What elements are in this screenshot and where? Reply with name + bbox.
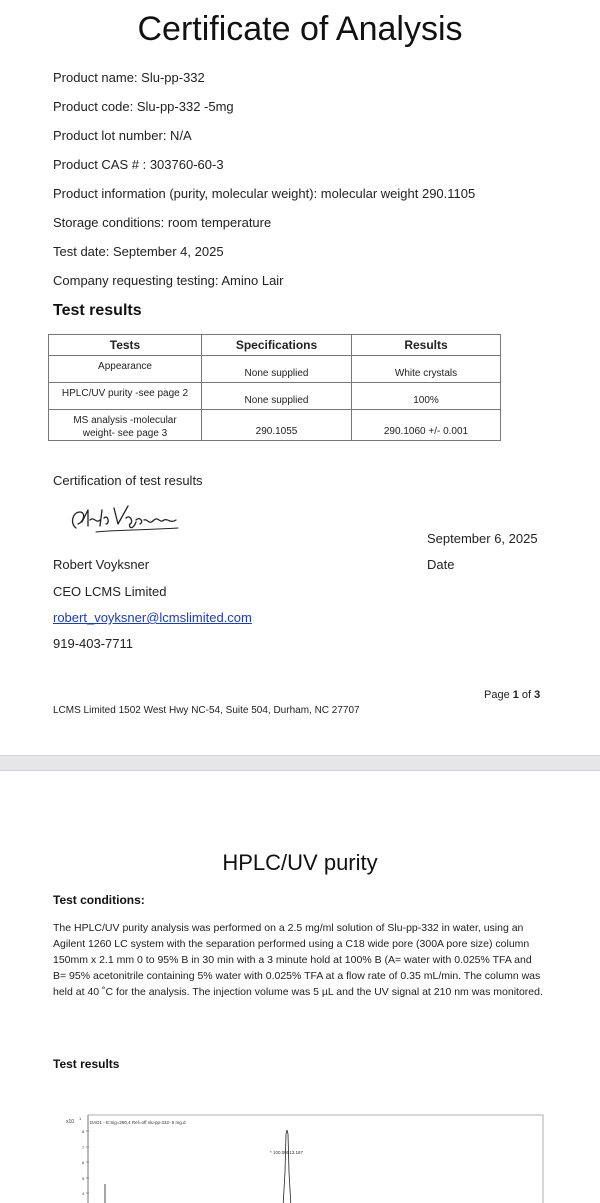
y-exponent: 1 [79,1116,82,1121]
y-tick-label: 7 [82,1145,85,1150]
test-conditions-heading: Test conditions: [53,893,145,907]
col-header-tests: Tests [49,335,202,356]
test-results-heading: Test results [53,302,142,319]
product-cas: Product CAS # : 303760-60-3 [53,157,224,172]
email-link[interactable]: robert_voyksner@lcmslimited.com [53,610,252,625]
results-table [48,334,501,441]
hplc-test-results-heading: Test results [53,1057,120,1071]
product-code: Product code: Slu-pp-332 -5mg [53,99,234,114]
sign-date: September 6, 2025 [427,531,538,546]
table-row [49,410,501,441]
col-header-results: Results [352,335,501,356]
table-header-row [49,335,501,356]
phone-number: 919-403-7711 [53,636,133,651]
requesting-company: Company requesting testing: Amino Lair [53,273,284,288]
y-tick-label: 6 [82,1160,85,1165]
hplc-title: HPLC/UV purity [222,850,378,875]
cell-test: Appearance [49,356,202,383]
page-number: 1 [512,689,519,701]
certificate-title: Certificate of Analysis [137,10,463,48]
product-name: Product name: Slu-pp-332 [53,70,205,85]
test-conditions-paragraph: The HPLC/UV purity analysis was performed on a 2.5 mg/ml solution of Slu-pp-332 in water, using an Agilent 1260 LC system with the separation performed using a C18 wide pore (300A pore size) column 150mm x 2.1 mm 0 to 95% B in 30 min with a 3 minute hold at 100% B (A= water with 0.025% TFA and B= 95% acetonitrile containing 5% water with 0.025% TFA at a flow rate of 0.35 mL/min. The column was held at 40 ˚C for the analysis. The injection volume was 5 µL and the UV signal at 210 nm was monitored. [53,922,543,998]
cell-spec: None supplied [202,356,352,383]
signer-name: Robert Voyksner [53,557,150,572]
hplc-page [0,772,600,1203]
handwritten-signature [66,500,186,542]
main-peak [283,1130,291,1203]
footer-address: LCMS Limited 1502 West Hwy NC-54, Suite 504, Durham, NC 27707 [53,705,360,716]
y-tick-label: 4 [82,1191,85,1196]
date-label: Date [427,557,455,572]
cell-result: 290.1060 +/- 0.001 [352,410,501,441]
page-indicator [484,689,540,701]
cell-spec: None supplied [202,383,352,410]
y-tick-label: 8 [82,1129,85,1134]
cell-spec: 290.1055 [202,410,352,441]
signer-title: CEO LCMS Limited [53,584,167,599]
cell-result: 100% [352,383,501,410]
test-date: Test date: September 4, 2025 [53,244,224,259]
page-label: Page [484,689,513,701]
certification-label: Certification of test results [53,473,203,488]
y-tick-label: 5 [82,1176,85,1181]
cell-test: HPLC/UV purity -see page 2 [49,383,202,410]
plot-frame [88,1115,543,1203]
table-row [49,356,501,383]
table-row [49,383,501,410]
y-multiplier: x10 [66,1119,75,1125]
trace-label: DAD1 - E:Sig=280,4 Ref=off slu-pp-332- 5 mg.d [90,1120,186,1125]
col-header-specifications: Specifications [202,335,352,356]
page-divider [0,755,600,771]
cell-result: White crystals [352,356,501,383]
peak-label: * 100.00013.187 [270,1150,304,1155]
storage-conditions: Storage conditions: room temperature [53,215,272,230]
page-total: 3 [534,689,541,701]
product-information: Product information (purity, molecular weight): molecular weight 290.1105 [53,186,476,201]
cell-test: MS analysis -molecular weight- see page 3 [49,410,202,441]
product-lot-number: Product lot number: N/A [53,128,192,143]
chromatogram [58,1112,545,1203]
page-of: of [518,689,535,701]
